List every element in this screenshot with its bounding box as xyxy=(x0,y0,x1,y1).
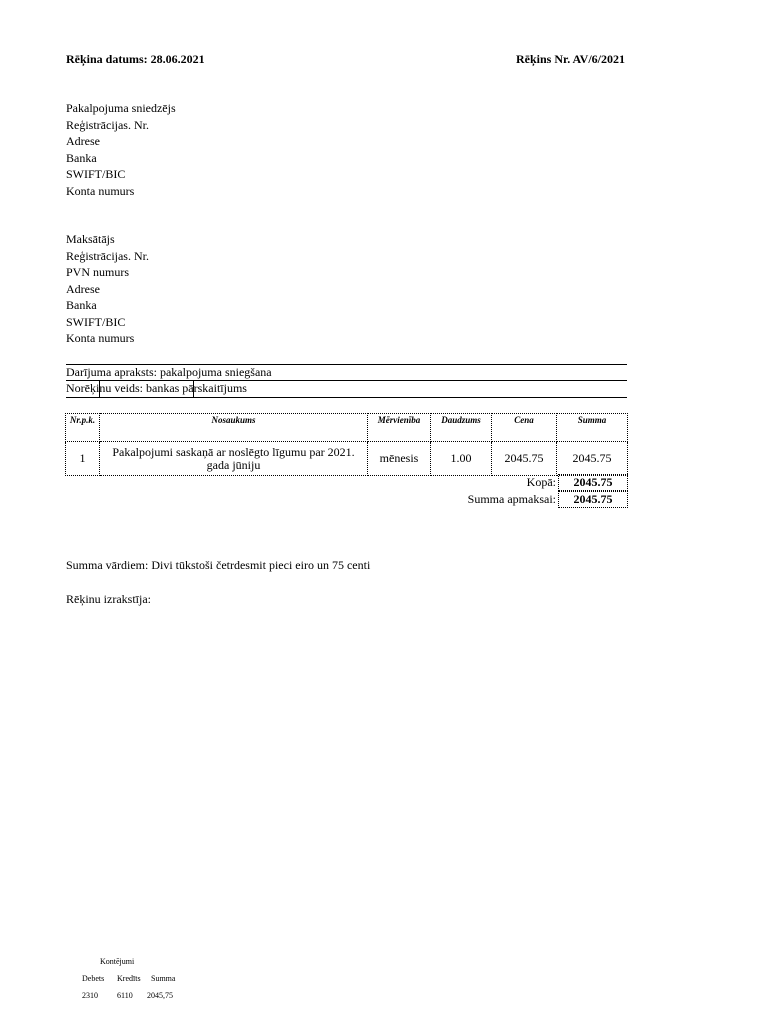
divider xyxy=(66,397,627,398)
invoice-number: Rēķins Nr. AV/6/2021 xyxy=(515,52,625,66)
items-table xyxy=(65,413,628,476)
table-row xyxy=(66,442,628,476)
total-value: 2045.75 xyxy=(558,474,628,491)
column-tick xyxy=(193,381,194,397)
provider-address: Adrese xyxy=(66,134,100,148)
payer-vat-no: PVN numurs xyxy=(66,265,130,279)
cell-name: Pakalpojumi saskaņā ar noslēgto līgumu par 2021. gada jūniju xyxy=(100,442,368,476)
total-label: Kopā: xyxy=(526,475,556,489)
provider-account: Konta numurs xyxy=(66,183,135,198)
cell-quantity: 1.00 xyxy=(431,442,492,476)
payer-block xyxy=(66,231,149,347)
col-header-name: Nosaukums xyxy=(100,414,368,442)
postings-header-credit: Kredīts xyxy=(117,974,141,983)
payer-address: Adrese xyxy=(66,281,100,296)
provider-reg-no: Reģistrācijas. Nr. xyxy=(66,117,149,132)
postings-header-sum: Summa xyxy=(151,974,176,983)
col-header-quantity: Daudzums xyxy=(431,414,492,442)
invoice-date: Rēķina datums: 28.06.2021 xyxy=(66,52,205,66)
postings-credit: 6110 xyxy=(117,991,133,1000)
col-header-sum: Summa xyxy=(557,414,628,442)
payer-title: Maksātājs xyxy=(66,232,115,246)
provider-title: Pakalpojuma sniedzējs xyxy=(66,101,176,115)
provider-swift: SWIFT/BIC xyxy=(66,167,126,181)
amount-in-words: Summa vārdiem: Divi tūkstoši četrdesmit pieci eiro un 75 centi xyxy=(66,558,371,572)
postings-header-debit: Debets xyxy=(82,974,105,983)
column-tick xyxy=(99,381,100,397)
col-header-unit: Mērvienība xyxy=(368,414,431,442)
postings-debit: 2310 xyxy=(82,991,98,1000)
col-header-number: Nr.p.k. xyxy=(66,414,100,442)
col-header-price: Cena xyxy=(492,414,557,442)
cell-price: 2045.75 xyxy=(492,442,557,476)
provider-bank: Banka xyxy=(66,150,97,165)
provider-block xyxy=(66,100,176,199)
cell-unit: mēnesis xyxy=(368,442,431,476)
cell-number: 1 xyxy=(66,442,100,476)
transaction-description: Darījuma apraksts: pakalpojuma sniegšana xyxy=(66,365,272,379)
cell-sum: 2045.75 xyxy=(557,442,628,476)
payment-method: Norēķinu veids: bankas pārskaitījums xyxy=(66,381,247,395)
payer-swift: SWIFT/BIC xyxy=(66,314,126,329)
amount-due-value: 2045.75 xyxy=(558,491,628,508)
payer-bank: Banka xyxy=(66,298,97,312)
amount-due-label: Summa apmaksai: xyxy=(467,492,556,506)
postings-sum: 2045,75 xyxy=(147,991,173,1000)
postings-title: Kontējumi xyxy=(100,957,135,966)
payer-account: Konta numurs xyxy=(66,331,135,345)
issued-by-label: Rēķinu izrakstīja: xyxy=(66,592,151,606)
table-header-row xyxy=(66,414,628,442)
payer-reg-no: Reģistrācijas. Nr. xyxy=(66,248,149,263)
